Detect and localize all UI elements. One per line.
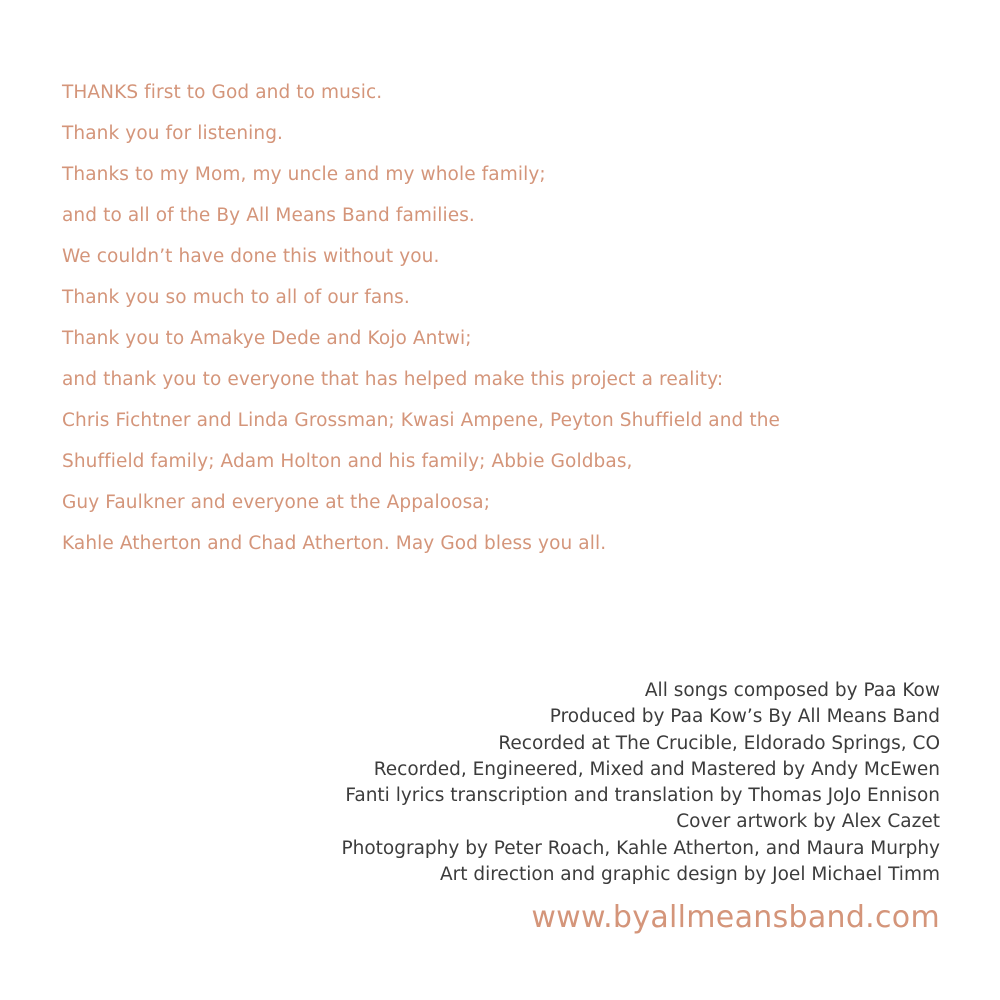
thanks-line: Chris Fichtner and Linda Grossman; Kwasi Ampene, Peyton Shuffield and the (62, 410, 781, 431)
thanks-line: Thanks to my Mom, my uncle and my whole family; (62, 164, 546, 185)
thanks-line: Guy Faulkner and everyone at the Appaloosa; (62, 492, 491, 513)
credit-line: All songs composed by Paa Kow (644, 680, 940, 701)
thanks-section (62, 72, 962, 564)
credit-line: Fanti lyrics transcription and translation by Thomas JoJo Ennison (345, 785, 940, 807)
thanks-line: We couldn’t have done this without you. (62, 246, 440, 267)
credits-section (40, 678, 940, 888)
thanks-line: Thank you so much to all of our fans. (62, 287, 410, 308)
credit-line: Recorded, Engineered, Mixed and Mastered by Andy McEwen (373, 758, 940, 780)
thanks-line: and thank you to everyone that has helped make this project a reality: (62, 369, 724, 390)
thanks-line: Shuffield family; Adam Holton and his family; Abbie Goldbas, (62, 451, 633, 472)
thanks-line: and to all of the By All Means Band families. (62, 205, 475, 226)
thanks-line: Kahle Atherton and Chad Atherton. May God bless you all. (62, 533, 607, 554)
thanks-line: THANKS first to God and to music. (62, 82, 383, 103)
credit-line: Produced by Paa Kow’s By All Means Band (549, 706, 940, 728)
thanks-line: Thank you to Amakye Dede and Kojo Antwi; (62, 328, 472, 349)
credit-line: Cover artwork by Alex Cazet (676, 811, 940, 833)
credit-line: Recorded at The Crucible, Eldorado Springs, CO (498, 732, 940, 754)
credit-line: Art direction and graphic design by Joel Michael Timm (439, 864, 940, 886)
website-url: www.byallmeansband.com (531, 900, 940, 935)
thanks-line: Thank you for listening. (62, 123, 284, 144)
credit-line: Photography by Peter Roach, Kahle Atherton, and Maura Murphy (341, 837, 940, 859)
